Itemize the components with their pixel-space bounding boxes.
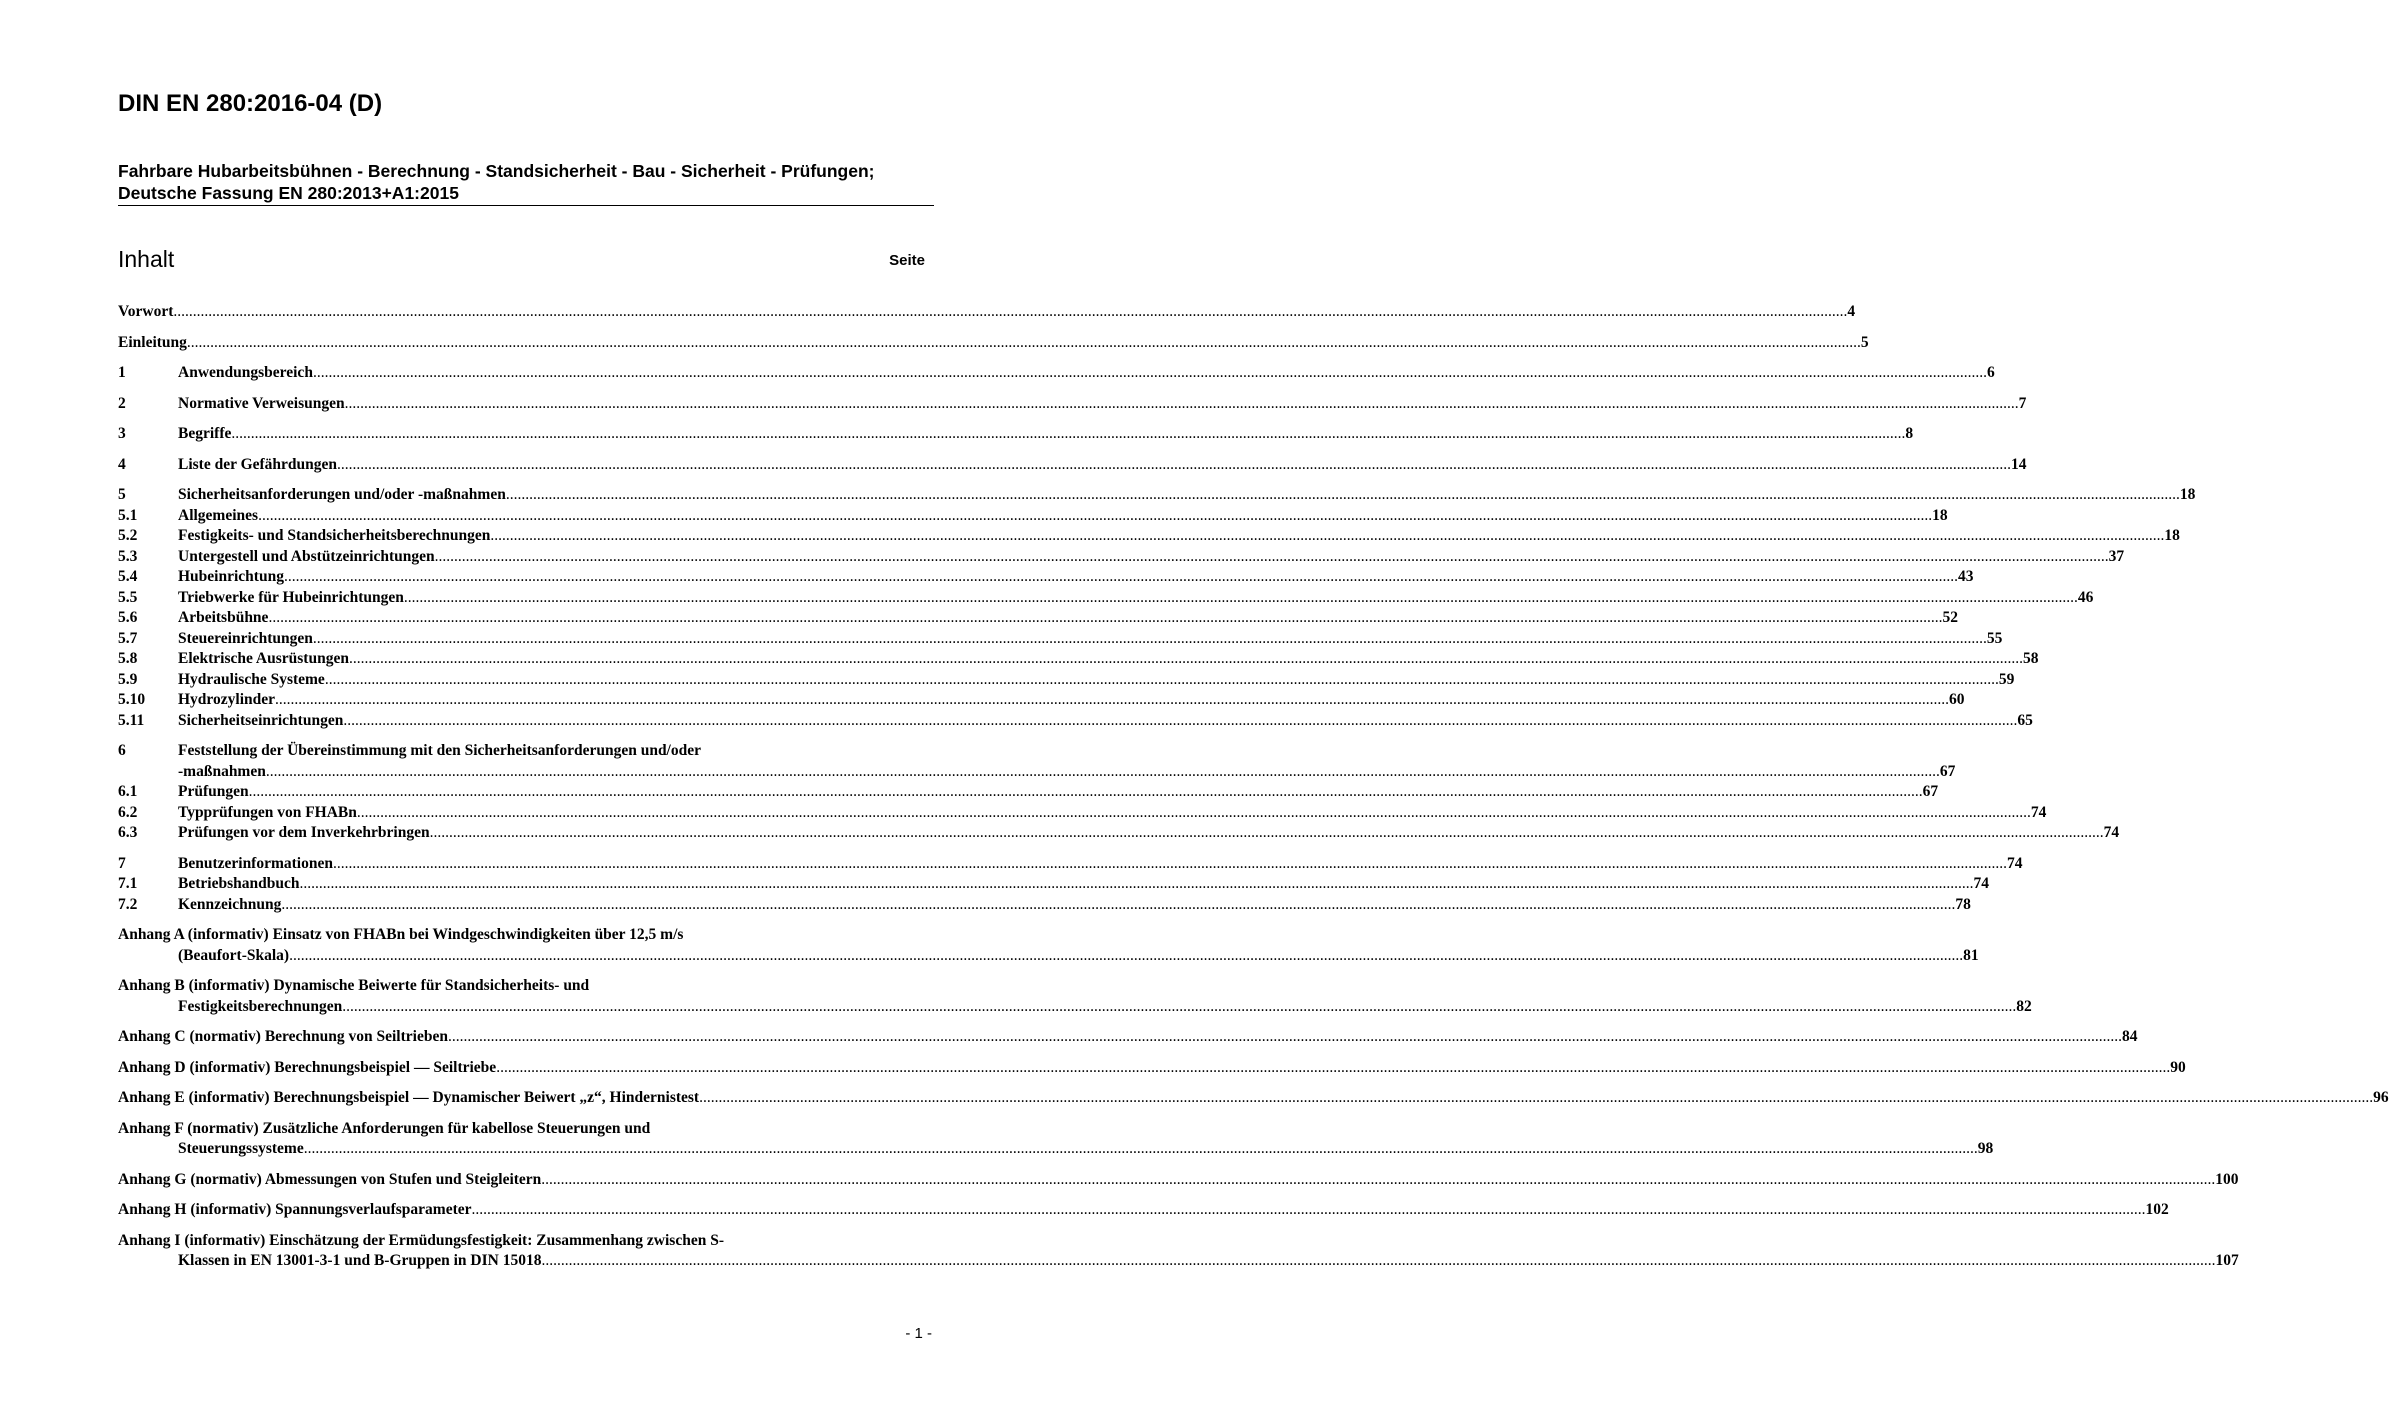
toc-annex-i[interactable] (118, 1231, 931, 1252)
toc-entry-title: Hubeinrichtung (178, 568, 284, 585)
toc-entry-page: 74 (1973, 875, 1989, 892)
toc-entry-title: Prüfungen vor dem Inverkehrbringen (178, 824, 430, 841)
toc-entry-7-2[interactable] (118, 895, 1971, 916)
toc-entry-vorwort[interactable] (118, 302, 1856, 323)
toc-entry-page: 58 (2022, 650, 2039, 667)
toc-entry-5-11[interactable] (118, 711, 2033, 732)
toc-annex-title: Anhang E (informativ) Berechnungsbeispiel — Dynamischer Beiwert „z“, Hindernistest (118, 1089, 700, 1106)
toc-entry-title: Steuereinrichtungen (178, 629, 313, 647)
toc-entry-7-1[interactable] (118, 874, 1989, 895)
toc-entry-page: 67 (1922, 783, 1939, 800)
toc-entry-title: Hydrozylinder (178, 691, 276, 708)
toc-entry-4[interactable] (118, 455, 2027, 476)
toc-entry-number: 5.11 (118, 711, 145, 729)
toc-entry-number: 5 (118, 486, 126, 503)
toc-annex-page: 100 (2215, 1170, 2239, 1188)
toc-entry-5-1[interactable] (118, 506, 1948, 527)
toc-annex-g[interactable] (118, 1170, 2239, 1191)
toc-entry-number: 5.9 (118, 670, 138, 688)
toc-entry-title: Anwendungsbereich (178, 364, 313, 381)
document-title: DIN EN 280:2016-04 (D) (118, 90, 383, 117)
toc-annex-title-continued: (Beaufort-Skala) (178, 946, 290, 964)
toc-entry-number: 5.3 (118, 547, 138, 565)
toc-entry-page: 67 (1939, 762, 1956, 780)
toc-annex-title: Anhang A (informativ) Einsatz von FHABn bei Windgeschwindigkeiten über 12,5 m/s (118, 926, 684, 943)
toc-annex-page: 98 (1977, 1140, 1994, 1157)
toc-entry-number: 5.6 (118, 609, 138, 626)
toc-entry-6-1[interactable] (118, 782, 1939, 803)
toc-entry-number: 3 (118, 425, 126, 442)
toc-entry-page: 5 (1860, 333, 1869, 351)
toc-entry-page: 6 (1986, 364, 1995, 381)
toc-entry-number: 5.8 (118, 650, 138, 667)
toc-entry-number: 6.3 (118, 824, 138, 841)
toc-entry-title: Feststellung der Übereinstimmung mit den Sicherheitsanforderungen und/oder (178, 742, 701, 759)
toc-annex-e[interactable] (118, 1088, 2389, 1109)
page-number: - 1 - (905, 1325, 932, 1342)
toc-entry-title: Betriebshandbuch (178, 875, 300, 892)
toc-entry-page: 65 (2017, 711, 2033, 729)
toc-entry-title: Festigkeits- und Standsicherheitsberechnungen (178, 527, 491, 544)
toc-annex-h[interactable] (118, 1200, 2169, 1221)
toc-entry-title: Arbeitsbühne (178, 609, 269, 626)
toc-annex-b[interactable] (118, 976, 931, 997)
toc-annex-title: Anhang I (informativ) Einschätzung der Ermüdungsfestigkeit: Zusammenhang zwischen S- (118, 1231, 724, 1249)
toc-annex-title: Anhang C (normativ) Berechnung von Seiltrieben (118, 1028, 448, 1045)
toc-annex-page: 82 (2016, 997, 2032, 1015)
toc-annex-title: Anhang F (normativ) Zusätzliche Anforderungen für kabellose Steuerungen und (118, 1119, 651, 1137)
toc-entry-page: 18 (2179, 486, 2196, 503)
toc-entry-page: 14 (2011, 455, 2027, 473)
toc-entry-title: Elektrische Ausrüstungen (178, 650, 349, 667)
table-of-contents (118, 302, 2389, 1272)
toc-annex-page: 96 (2373, 1089, 2389, 1106)
toc-entry-title: Untergestell und Abstützeinrichtungen (178, 547, 435, 565)
toc-annex-title: Anhang B (informativ) Dynamische Beiwerte für Standsicherheits- und (118, 977, 590, 994)
toc-entry-page: 4 (1847, 303, 1856, 320)
toc-entry-title: Begriffe (178, 425, 232, 442)
toc-entry-page: 46 (2077, 588, 2094, 606)
toc-heading: Inhalt (118, 246, 175, 272)
toc-entry-title: Kennzeichnung (178, 895, 282, 913)
toc-annex-title: Anhang H (informativ) Spannungsverlaufsparameter (118, 1201, 472, 1218)
toc-entry-title: Triebwerke für Hubeinrichtungen (178, 588, 404, 606)
toc-entry-page: 74 (2030, 803, 2047, 821)
toc-entry-5[interactable] (118, 485, 2196, 506)
toc-entry-number: 5.5 (118, 588, 138, 606)
toc-entry-3[interactable] (118, 424, 1914, 445)
toc-entry-5-3[interactable] (118, 547, 2125, 568)
toc-annex-c[interactable] (118, 1027, 2138, 1048)
toc-entry-einleitung[interactable] (118, 333, 1869, 354)
toc-entry-page: 59 (1998, 670, 2015, 688)
toc-annex-page: 84 (2121, 1028, 2138, 1045)
toc-entry-page: 74 (2103, 824, 2120, 841)
toc-annex-title-continued: Klassen in EN 13001-3-1 und B-Gruppen in DIN 15018 (178, 1252, 542, 1269)
toc-entry-5-4[interactable] (118, 567, 1974, 588)
toc-entry-title: Liste der Gefährdungen (178, 455, 338, 473)
toc-entry-6-3[interactable] (118, 823, 2120, 844)
toc-entry-number: 5.1 (118, 506, 138, 524)
toc-annex-page: 90 (2170, 1058, 2186, 1076)
toc-entry-title: Benutzerinformationen (178, 854, 333, 872)
toc-entry-page: 8 (1905, 425, 1914, 442)
toc-entry-5-2[interactable] (118, 526, 2180, 547)
document-subtitle: Fahrbare Hubarbeitsbühnen - Berechnung - Standsicherheit - Bau - Sicherheit - Prüfungen; Deutsche Fassung EN 280:2013+A1:2015 (118, 161, 875, 203)
toc-entry-6-2[interactable] (118, 803, 2047, 824)
toc-entry-number: 6.2 (118, 803, 138, 821)
toc-entry-title: Einleitung (118, 333, 187, 351)
toc-entry-page: 37 (2108, 547, 2125, 565)
toc-entry-number: 6 (118, 742, 126, 759)
toc-entry-page: 18 (2164, 527, 2180, 544)
toc-entry-title-continued: -maßnahmen (178, 762, 266, 780)
toc-page-column-label: Seite (889, 252, 925, 269)
toc-entry-title: Hydraulische Systeme (178, 670, 325, 688)
toc-entry-page: 18 (1932, 506, 1948, 524)
toc-entry-number: 7 (118, 854, 126, 872)
toc-annex-b-continuation[interactable] (118, 997, 2032, 1018)
toc-entry-title: Sicherheitsanforderungen und/oder -maßnahmen (178, 486, 506, 503)
toc-entry-page: 43 (1957, 568, 1974, 585)
toc-annex-page: 102 (2145, 1201, 2169, 1218)
toc-entry-title: Vorwort (118, 303, 174, 320)
toc-entry-title: Normative Verweisungen (178, 394, 345, 412)
toc-annex-f-continuation[interactable] (118, 1139, 1994, 1160)
toc-annex-f[interactable] (118, 1119, 931, 1140)
toc-entry-5-6[interactable] (118, 608, 1958, 629)
toc-entry-6[interactable] (118, 741, 931, 762)
toc-entry-page: 52 (1942, 609, 1958, 626)
toc-annex-title: Anhang G (normativ) Abmessungen von Stufen und Steigleitern (118, 1170, 542, 1188)
toc-annex-title-continued: Festigkeitsberechnungen (178, 997, 343, 1015)
toc-annex-title: Anhang D (informativ) Berechnungsbeispiel — Seiltriebe (118, 1058, 497, 1076)
toc-entry-number: 7.2 (118, 895, 138, 913)
toc-entry-number: 5.4 (118, 568, 138, 585)
toc-annex-page: 81 (1963, 946, 1979, 964)
toc-entry-number: 1 (118, 364, 126, 381)
toc-entry-5-8[interactable] (118, 649, 2039, 670)
toc-entry-page: 78 (1955, 895, 1971, 913)
toc-entry-2[interactable] (118, 394, 2027, 415)
toc-entry-title: Sicherheitseinrichtungen (178, 711, 344, 729)
toc-entry-page: 74 (2006, 854, 2023, 872)
toc-entry-7[interactable] (118, 854, 2023, 875)
toc-entry-1[interactable] (118, 363, 1995, 384)
toc-entry-5-9[interactable] (118, 670, 2015, 691)
toc-entry-6-continuation[interactable] (118, 762, 1956, 783)
toc-entry-5-7[interactable] (118, 629, 2003, 650)
title-divider (118, 205, 934, 206)
toc-entry-title: Typprüfungen von FHABn (178, 803, 357, 821)
toc-entry-number: 5.7 (118, 629, 138, 647)
toc-annex-page: 107 (2215, 1252, 2239, 1269)
toc-entry-title: Allgemeines (178, 506, 259, 524)
toc-entry-page: 7 (2018, 394, 2027, 412)
toc-entry-page: 55 (1986, 629, 2003, 647)
toc-entry-title: Prüfungen (178, 783, 249, 800)
toc-entry-5-5[interactable] (118, 588, 2094, 609)
toc-entry-number: 5.2 (118, 527, 138, 544)
toc-annex-a-continuation[interactable] (118, 946, 1979, 967)
toc-entry-number: 4 (118, 455, 126, 473)
toc-annex-d[interactable] (118, 1058, 2186, 1079)
toc-entry-number: 7.1 (118, 875, 138, 892)
toc-entry-5-10[interactable] (118, 690, 1965, 711)
toc-annex-a[interactable] (118, 925, 931, 946)
toc-entry-number: 2 (118, 394, 126, 412)
toc-entry-number: 5.10 (118, 691, 146, 708)
toc-entry-number: 6.1 (118, 783, 138, 800)
toc-entry-page: 60 (1949, 691, 1965, 708)
toc-annex-title-continued: Steuerungssysteme (178, 1140, 304, 1157)
toc-annex-i-continuation[interactable] (118, 1251, 2239, 1272)
